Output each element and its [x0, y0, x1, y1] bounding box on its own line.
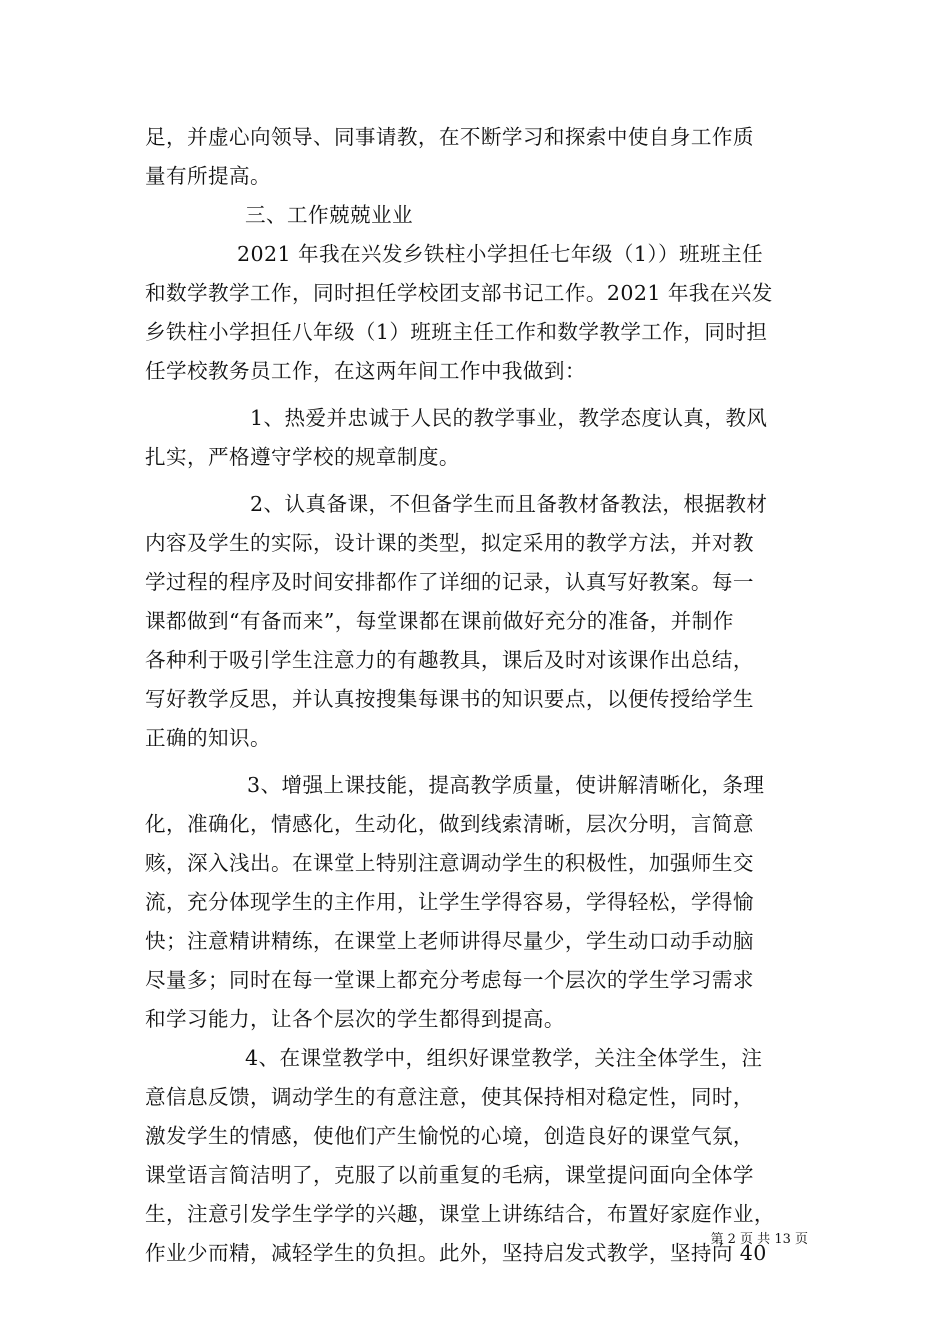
text-line: 课都做到“有备而来”，每堂课都在课前做好充分的准备，并制作	[145, 609, 734, 633]
text-line: 作业少而精，减轻学生的负担。此外，坚持启发式教学，坚持向 40	[145, 1241, 767, 1265]
text-line: 内容及学生的实际，设计课的类型，拟定采用的教学方法，并对教	[145, 531, 754, 555]
section-heading: 三、工作兢兢业业	[245, 203, 413, 227]
paragraph-intro-end	[145, 118, 810, 196]
page-number-footer: 第 2 页 共 13 页	[710, 1232, 808, 1247]
text-line: 激发学生的情感，使他们产生愉悦的心境，创造良好的课堂气氛，	[145, 1124, 754, 1148]
text-line: 流，充分体现学生的主作用，让学生学得容易，学得轻松，学得愉	[145, 890, 754, 914]
text-line: 赅，深入浅出。在课堂上特别注意调动学生的积极性，加强师生交	[145, 851, 754, 875]
text-line: 学过程的程序及时间安排都作了详细的记录，认真写好教案。每一	[145, 570, 754, 594]
text-line: 3、增强上课技能，提高教学质量，使讲解清晰化，条理	[247, 773, 765, 797]
text-line: 化，准确化，情感化，生动化，做到线索清晰，层次分明，言简意	[145, 812, 754, 836]
paragraph-item-1	[145, 399, 810, 477]
text-line: 写好教学反思，并认真按搜集每课书的知识要点，以便传授给学生	[145, 687, 754, 711]
text-line: 2、认真备课，不但备学生而且备教材备教法，根据教材	[250, 492, 768, 516]
paragraph-item-2	[145, 485, 810, 758]
text-line: 1、热爱并忠诚于人民的教学事业，教学态度认真，教风	[250, 406, 768, 430]
text-line: 任学校教务员工作，在这两年间工作中我做到：	[145, 359, 586, 383]
text-line: 4、在课堂教学中，组织好课堂教学，关注全体学生，注	[245, 1046, 763, 1070]
text-line: 量有所提高。	[145, 164, 271, 188]
text-line: 课堂语言简洁明了，克服了以前重复的毛病，课堂提问面向全体学	[145, 1163, 754, 1187]
text-line: 快；注意精讲精练，在课堂上老师讲得尽量少，学生动口动手动脑	[145, 929, 754, 953]
text-line: 乡铁柱小学担任八年级（1）班班主任工作和数学教学工作，同时担	[145, 320, 768, 344]
text-line: 意信息反馈，调动学生的有意注意，使其保持相对稳定性，同时，	[145, 1085, 754, 1109]
document-body	[145, 118, 810, 1273]
text-line: 足，并虚心向领导、同事请教，在不断学习和探索中使自身工作质	[145, 125, 754, 149]
paragraph-overview	[145, 235, 810, 391]
paragraph-item-3	[145, 766, 810, 1039]
text-line: 正确的知识。	[145, 726, 271, 750]
text-line: 2021 年我在兴发乡铁柱小学担任七年级（1））班班主任	[237, 242, 764, 266]
text-line: 各种利于吸引学生注意力的有趣教具，课后及时对该课作出总结，	[145, 648, 754, 672]
text-line: 扎实，严格遵守学校的规章制度。	[145, 445, 460, 469]
text-line: 和学习能力，让各个层次的学生都得到提高。	[145, 1007, 565, 1031]
text-line: 和数学教学工作，同时担任学校团支部书记工作。2021 年我在兴发	[145, 281, 773, 305]
text-line: 生，注意引发学生学学的兴趣，课堂上讲练结合，布置好家庭作业，	[145, 1202, 775, 1226]
text-line: 尽量多；同时在每一堂课上都充分考虑每一个层次的学生学习需求	[145, 968, 754, 992]
